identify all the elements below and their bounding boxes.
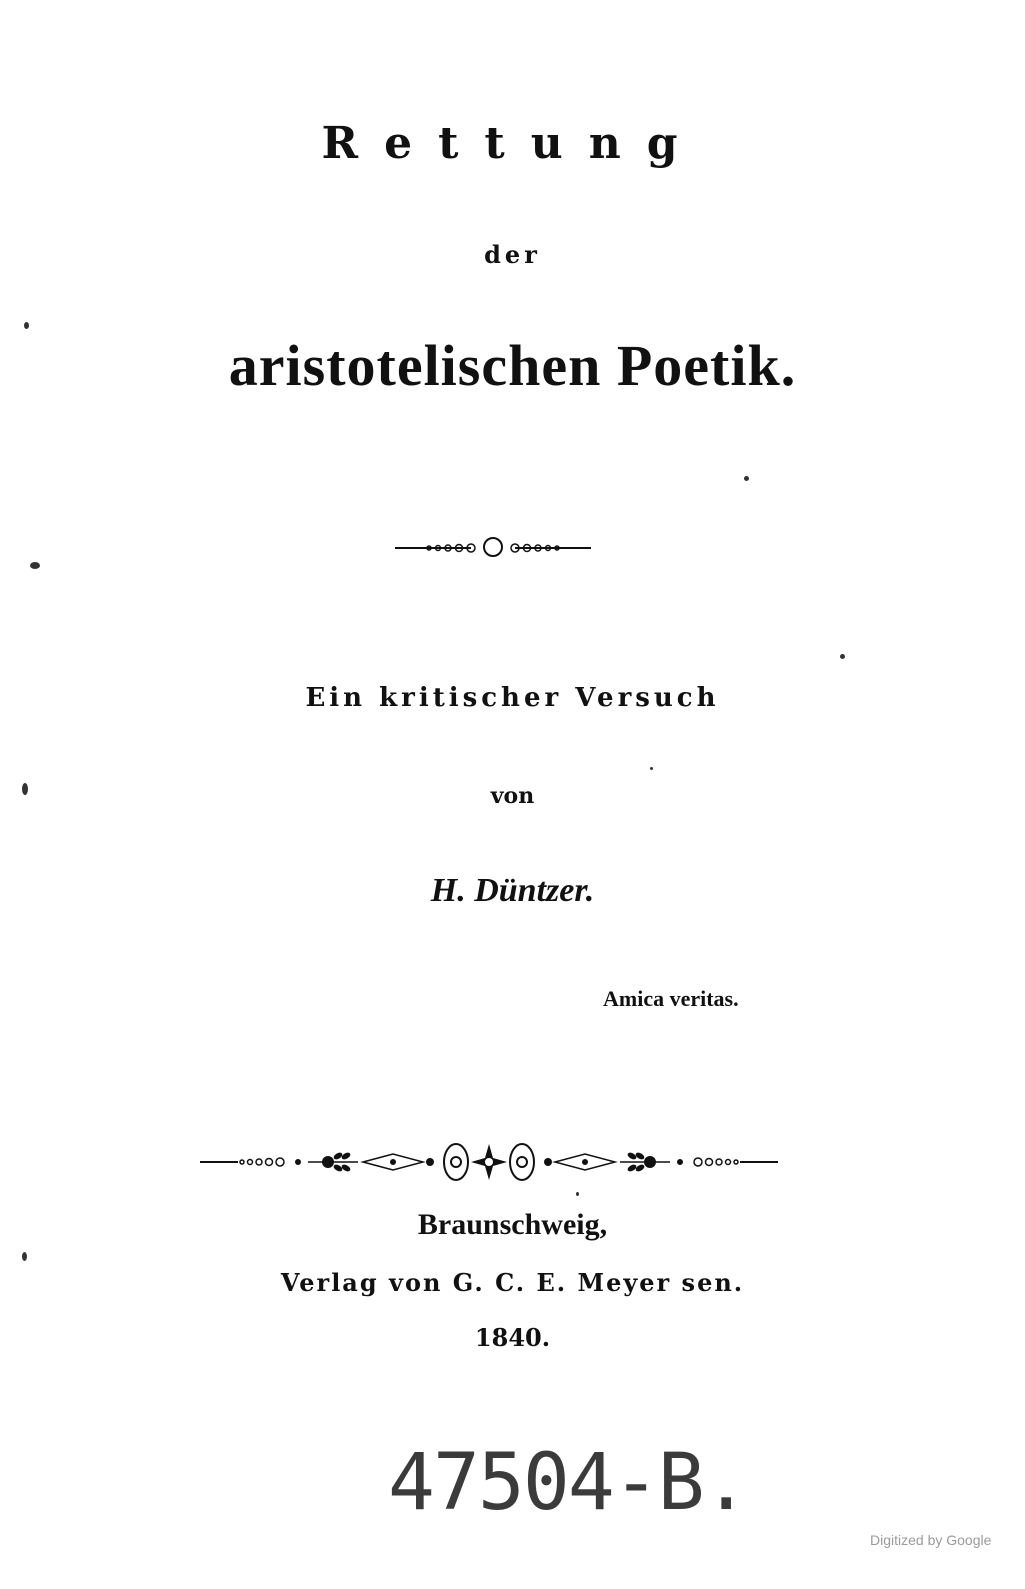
title-line-main: aristotelischen Poetik. [228,333,797,398]
publication-year: 1840. [474,1323,551,1352]
motto: Amica veritas. [603,986,739,1011]
paper-speck [24,322,29,329]
publication-place: Braunschweig, [417,1208,608,1241]
author-name: H. Düntzer. [430,872,595,909]
paper-speck [840,654,845,659]
paper-speck [22,783,28,795]
paper-speck [744,476,749,481]
paper-speck [576,1192,579,1196]
title-line-der: der [484,240,541,269]
paper-speck [30,562,40,569]
publisher: Verlag von G. C. E. Meyer sen. [280,1268,745,1297]
paper-speck [650,767,653,770]
shelfmark-stamp: 47504-B. [388,1438,748,1528]
by-line: von [490,783,535,809]
subtitle: Ein kritischer Versuch [305,683,720,713]
title-line-rettung: Rettung [321,118,704,169]
paper-speck [22,1252,27,1261]
floral-rule-ornament-icon [198,1140,780,1184]
digitized-watermark: Digitized by Google [870,1532,992,1548]
small-ornament-icon [393,536,593,560]
